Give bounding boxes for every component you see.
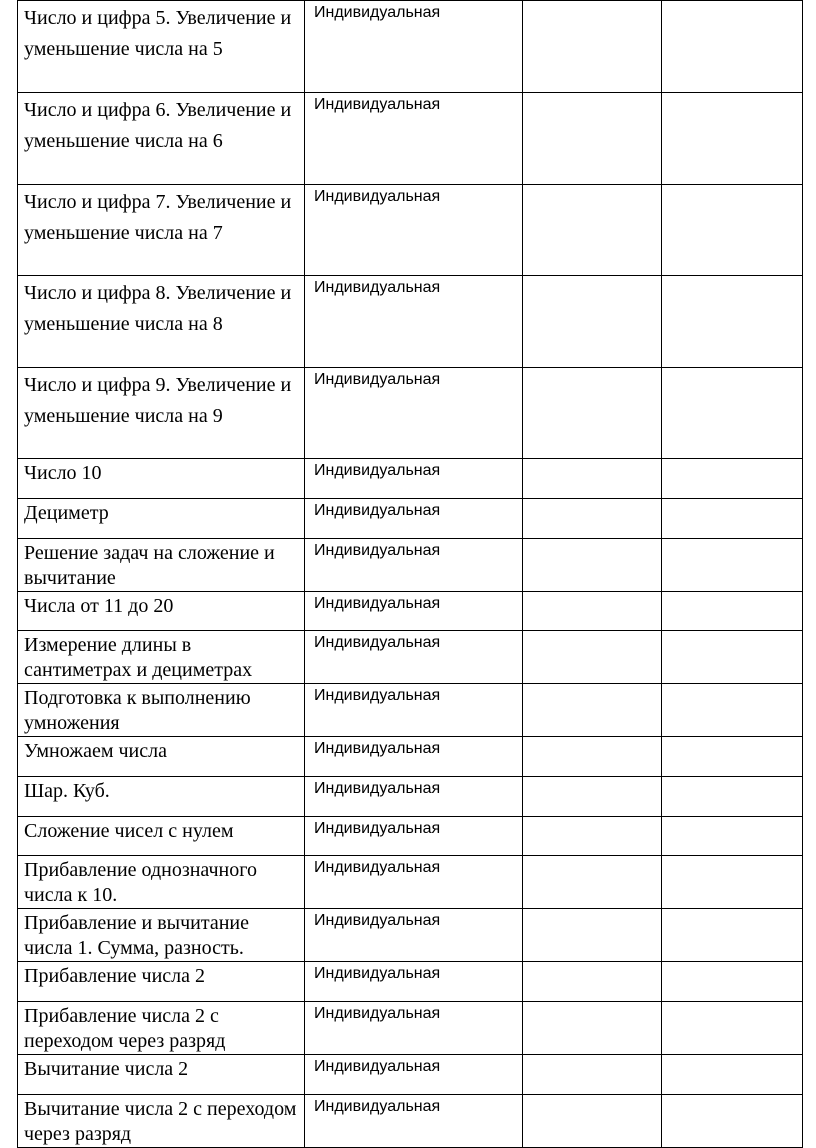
empty-cell xyxy=(662,856,803,909)
empty-cell xyxy=(662,539,803,592)
topic-cell: Прибавление числа 2 с переходом через разряд xyxy=(18,1002,305,1055)
empty-cell xyxy=(523,737,662,777)
form-cell: Индивидуальная xyxy=(305,817,523,856)
topic-cell: Вычитание числа 2 с переходом через разряд xyxy=(18,1095,305,1148)
empty-cell xyxy=(662,459,803,499)
empty-cell xyxy=(662,276,803,368)
empty-cell xyxy=(523,1,662,93)
empty-cell xyxy=(523,459,662,499)
topic-cell: Числа от 11 до 20 xyxy=(18,592,305,631)
empty-cell xyxy=(662,1,803,93)
form-cell: Индивидуальная xyxy=(305,1055,523,1095)
form-cell: Индивидуальная xyxy=(305,1095,523,1148)
empty-cell xyxy=(523,631,662,684)
table-row xyxy=(18,459,803,499)
empty-cell xyxy=(662,368,803,459)
table-row xyxy=(18,368,803,459)
table-row xyxy=(18,777,803,817)
empty-cell xyxy=(662,777,803,817)
empty-cell xyxy=(523,909,662,962)
form-cell: Индивидуальная xyxy=(305,856,523,909)
topic-cell: Измерение длины в сантиметрах и дециметрах xyxy=(18,631,305,684)
topic-cell: Прибавление числа 2 xyxy=(18,962,305,1002)
table-row xyxy=(18,1002,803,1055)
topic-cell: Шар. Куб. xyxy=(18,777,305,817)
empty-cell xyxy=(523,499,662,539)
empty-cell xyxy=(523,1002,662,1055)
empty-cell xyxy=(523,684,662,737)
form-cell: Индивидуальная xyxy=(305,539,523,592)
table-row xyxy=(18,1055,803,1095)
empty-cell xyxy=(523,1095,662,1148)
form-cell: Индивидуальная xyxy=(305,185,523,276)
empty-cell xyxy=(523,962,662,1002)
form-cell: Индивидуальная xyxy=(305,592,523,631)
table-row xyxy=(18,1095,803,1148)
empty-cell xyxy=(662,737,803,777)
empty-cell xyxy=(523,817,662,856)
table-row xyxy=(18,856,803,909)
table-row xyxy=(18,93,803,185)
topic-cell: Сложение чисел с нулем xyxy=(18,817,305,856)
empty-cell xyxy=(662,909,803,962)
form-cell: Индивидуальная xyxy=(305,368,523,459)
empty-cell xyxy=(662,499,803,539)
empty-cell xyxy=(523,1055,662,1095)
form-cell: Индивидуальная xyxy=(305,684,523,737)
topic-cell: Число 10 xyxy=(18,459,305,499)
empty-cell xyxy=(662,1055,803,1095)
topic-cell: Умножаем числа xyxy=(18,737,305,777)
empty-cell xyxy=(523,592,662,631)
form-cell: Индивидуальная xyxy=(305,1,523,93)
table-row xyxy=(18,276,803,368)
topic-cell: Число и цифра 7. Увеличение и уменьшение числа на 7 xyxy=(18,185,305,276)
empty-cell xyxy=(523,93,662,185)
table-row xyxy=(18,631,803,684)
form-cell: Индивидуальная xyxy=(305,276,523,368)
empty-cell xyxy=(662,185,803,276)
form-cell: Индивидуальная xyxy=(305,737,523,777)
form-cell: Индивидуальная xyxy=(305,93,523,185)
empty-cell xyxy=(662,1002,803,1055)
topic-cell: Число и цифра 9. Увеличение и уменьшение числа на 9 xyxy=(18,368,305,459)
topic-cell: Вычитание числа 2 xyxy=(18,1055,305,1095)
topic-cell: Число и цифра 5. Увеличение и уменьшение числа на 5 xyxy=(18,1,305,93)
lesson-plan-table xyxy=(17,0,803,1148)
form-cell: Индивидуальная xyxy=(305,962,523,1002)
table-row xyxy=(18,684,803,737)
empty-cell xyxy=(662,1095,803,1148)
form-cell: Индивидуальная xyxy=(305,1002,523,1055)
empty-cell xyxy=(523,185,662,276)
table-row xyxy=(18,185,803,276)
topic-cell: Прибавление однозначного числа к 10. xyxy=(18,856,305,909)
empty-cell xyxy=(662,962,803,1002)
form-cell: Индивидуальная xyxy=(305,459,523,499)
form-cell: Индивидуальная xyxy=(305,777,523,817)
table-row xyxy=(18,539,803,592)
table-row xyxy=(18,909,803,962)
table-row xyxy=(18,1,803,93)
empty-cell xyxy=(523,777,662,817)
table-row xyxy=(18,499,803,539)
empty-cell xyxy=(662,631,803,684)
table-row xyxy=(18,737,803,777)
topic-cell: Число и цифра 6. Увеличение и уменьшение числа на 6 xyxy=(18,93,305,185)
form-cell: Индивидуальная xyxy=(305,909,523,962)
empty-cell xyxy=(662,817,803,856)
table-row xyxy=(18,592,803,631)
empty-cell xyxy=(662,93,803,185)
topic-cell: Решение задач на сложение и вычитание xyxy=(18,539,305,592)
topic-cell: Прибавление и вычитание числа 1. Сумма, разность. xyxy=(18,909,305,962)
empty-cell xyxy=(662,592,803,631)
empty-cell xyxy=(523,276,662,368)
table-row xyxy=(18,817,803,856)
empty-cell xyxy=(523,539,662,592)
topic-cell: Число и цифра 8. Увеличение и уменьшение числа на 8 xyxy=(18,276,305,368)
empty-cell xyxy=(662,684,803,737)
form-cell: Индивидуальная xyxy=(305,631,523,684)
topic-cell: Подготовка к выполнению умножения xyxy=(18,684,305,737)
empty-cell xyxy=(523,368,662,459)
form-cell: Индивидуальная xyxy=(305,499,523,539)
empty-cell xyxy=(523,856,662,909)
table-row xyxy=(18,962,803,1002)
topic-cell: Дециметр xyxy=(18,499,305,539)
